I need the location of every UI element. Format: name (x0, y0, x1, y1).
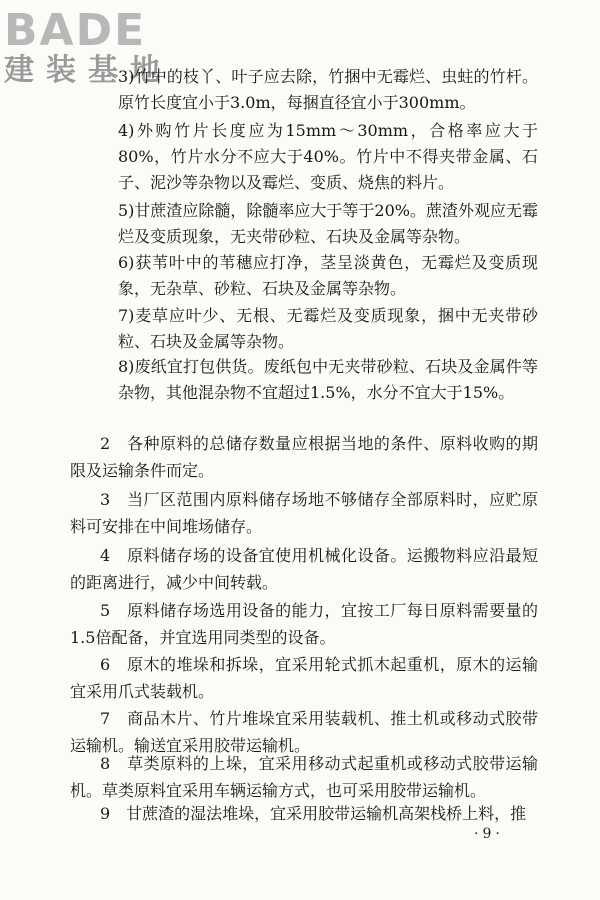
clause-paragraph: 3 当厂区范围内原料储存场地不够储存全部原料时，应贮原料可安排在中间堆场储存。 (70, 490, 538, 536)
list-item: 4)外购竹片长度应为15mm～30mm，合格率应大于80%，竹片水分不应大于40%。竹片中不得夹带金属、石子、泥沙等杂物以及霉烂、变质、烧焦的料片。 (118, 121, 538, 192)
list-item: 7)麦草应叶少、无根、无霉烂及变质现象，捆中无夹带砂粒、石块及金属等杂物。 (118, 306, 538, 351)
list-item: 3)竹中的枝丫、叶子应去除，竹捆中无霉烂、虫蛀的竹杆。原竹长度宜小于3.0m，每捆直径宜小于300mm。 (118, 67, 538, 112)
clause-paragraph: 8 草类原料的上垛，宜采用移动式起重机或移动式胶带运输机。草类原料宜采用车辆运输方式，也可采用胶带运输机。 (70, 754, 538, 800)
clause-paragraph: 6 原木的堆垛和拆垛，宜采用轮式抓木起重机，原木的运输宜采用爪式装载机。 (70, 655, 538, 701)
clause-paragraph: 4 原料储存场的设备宜使用机械化设备。运搬物料应沿最短的距离进行，减少中间转载。 (70, 546, 538, 592)
clause-paragraph: 7 商品木片、竹片堆垛宜采用装载机、推土机或移动式胶带运输机。输送宜采用胶带运输机。 (70, 709, 538, 755)
clause-paragraph: 5 原料储存场选用设备的能力，宜按工厂每日原料需要量的1.5倍配备，并宜选用同类型的设备。 (70, 601, 538, 647)
page-number: ·9· (474, 826, 504, 842)
list-item: 5)甘蔗渣应除髓，除髓率应大于等于20%。蔗渣外观应无霉烂及变质现象，无夹带砂粒、石块及金属等杂物。 (118, 201, 538, 246)
watermark-brand: BADE (4, 5, 147, 56)
list-item: 6)获苇叶中的苇穗应打净，茎呈淡黄色，无霉烂及变质现象，无杂草、砂粒、石块及金属等杂物。 (118, 253, 538, 298)
list-item: 8)废纸宜打包供货。废纸包中无夹带砂粒、石块及金属件等杂物，其他混杂物不宜超过1.5%，水分不宜大于15%。 (118, 357, 538, 402)
clause-paragraph: 9 甘蔗渣的湿法堆垛，宜采用胶带运输机高架栈桥上料，推 (100, 804, 527, 823)
clause-paragraph: 2 各种原料的总储存数量应根据当地的条件、原料收购的期限及运输条件而定。 (70, 434, 538, 480)
watermark-subtitle: 建装基地 (4, 53, 172, 88)
